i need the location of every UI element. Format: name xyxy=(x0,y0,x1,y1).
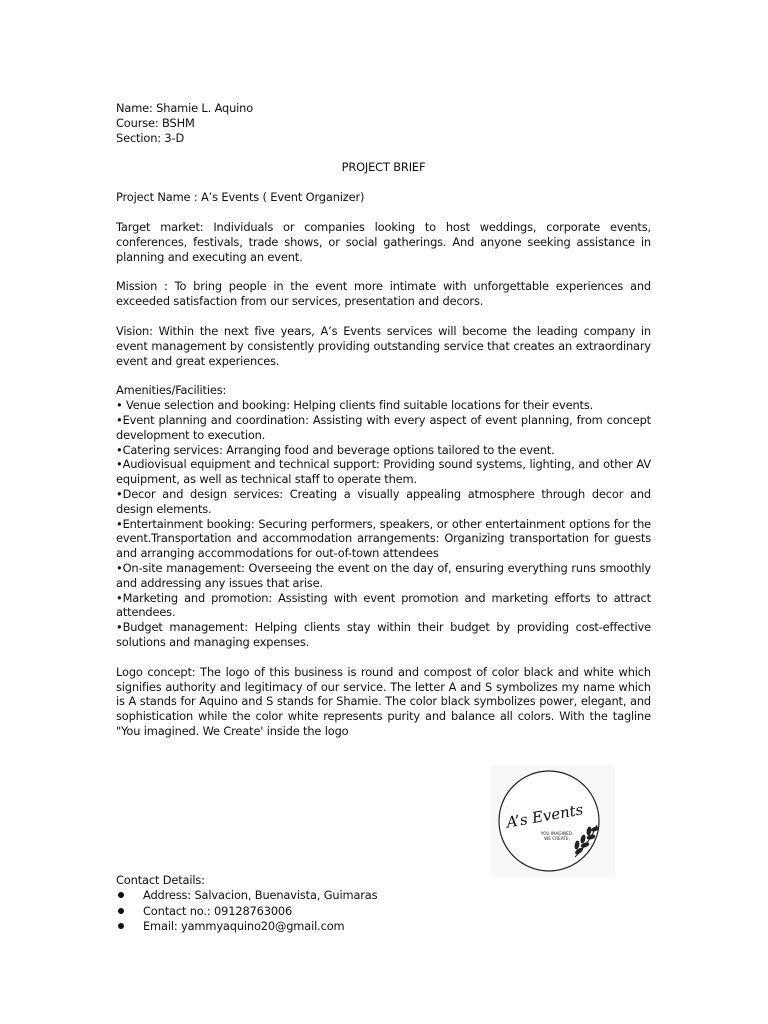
student-section: Section: 3-D xyxy=(116,130,185,145)
document-body xyxy=(116,101,651,739)
amenity-item: •Entertainment booking: Securing performers, speakers, or other entertainment options for the event.Transportation and accommodation arrangements: Organizing transportation for guests and arranging accommodations for out-of-town attendees xyxy=(116,516,651,561)
target-market-paragraph: Target market: Individuals or companies looking to host weddings, corporate events, conferences, festivals, trade shows, or social gatherings. And anyone seeking assistance in planning and executing an event. xyxy=(116,219,651,264)
contact-list xyxy=(116,888,651,934)
amenity-item: •Audiovisual equipment and technical support: Providing sound systems, lighting, and other AV equipment, as well as technical staff to operate them. xyxy=(116,457,651,487)
logo-tagline-line2: WE CREATE. xyxy=(544,836,570,841)
contact-details xyxy=(116,873,651,935)
contact-email xyxy=(116,919,651,934)
student-name: Name: Shamie L. Aquino xyxy=(116,101,254,115)
business-logo xyxy=(491,765,615,877)
contact-address xyxy=(116,888,651,903)
amenity-item: • Venue selection and booking: Helping clients find suitable locations for their events. xyxy=(116,398,594,413)
amenity-item: •Decor and design services: Creating a visually appealing atmosphere through decor and design elements. xyxy=(116,486,651,516)
amenities-list xyxy=(116,398,651,650)
amenity-item: •Budget management: Helping clients stay within their budget by providing cost-effective solutions and managing expenses. xyxy=(116,620,651,649)
vision-paragraph: Vision: Within the next five years, A’s Events services will become the leading company in event management by consistently providing outstanding service that creates an extraordinary event and great experiences. xyxy=(116,323,651,368)
amenity-item: •Marketing and promotion: Assisting with event promotion and marketing efforts to attract attendees. xyxy=(116,590,651,620)
contact-heading: Contact Details: xyxy=(116,873,205,887)
student-course: Course: BSHM xyxy=(116,115,195,130)
logo-script-text: A’s Events xyxy=(505,800,585,832)
amenity-item: •Catering services: Arranging food and beverage options tailored to the event. xyxy=(116,442,555,457)
bullet-icon xyxy=(118,923,124,929)
logo-concept-paragraph: Logo concept: The logo of this business is round and compost of color black and white which signifies authority and legitimacy of our service. The letter A and S symbolizes my name which is A stands for Aquino and S stands for Shamie. The color black symbolizes power, elegant, and sophistication while the color white represents purity and balance all colors. With the tagline "You imagined. We Create' inside the logo xyxy=(116,664,651,738)
logo-tagline-line1: YOU IMAGINED. xyxy=(540,831,574,836)
bullet-icon xyxy=(118,908,124,914)
mission-paragraph: Mission : To bring people in the event more intimate with unforgettable experiences and exceeded satisfaction from our services, presentation and decors. xyxy=(116,279,651,309)
logo-graphic xyxy=(491,765,615,877)
contact-email-text: Email: yammyaquino20@gmail.com xyxy=(143,919,345,934)
project-name: Project Name : A’s Events ( Event Organizer) xyxy=(116,190,365,205)
contact-phone-text: Contact no.: 09128763006 xyxy=(143,903,293,918)
contact-phone xyxy=(116,904,651,919)
contact-address-text: Address: Salvacion, Buenavista, Guimaras xyxy=(143,888,378,903)
document-title: PROJECT BRIEF xyxy=(341,160,426,175)
amenity-item: •Event planning and coordination: Assisting with every aspect of event planning, from concept development to execution. xyxy=(116,412,651,442)
bullet-icon xyxy=(118,892,124,898)
amenities-heading: Amenities/Facilities: xyxy=(116,383,227,398)
amenity-item: •On-site management: Overseeing the event on the day of, ensuring everything runs smoothly and addressing any issues that arise. xyxy=(116,560,651,590)
